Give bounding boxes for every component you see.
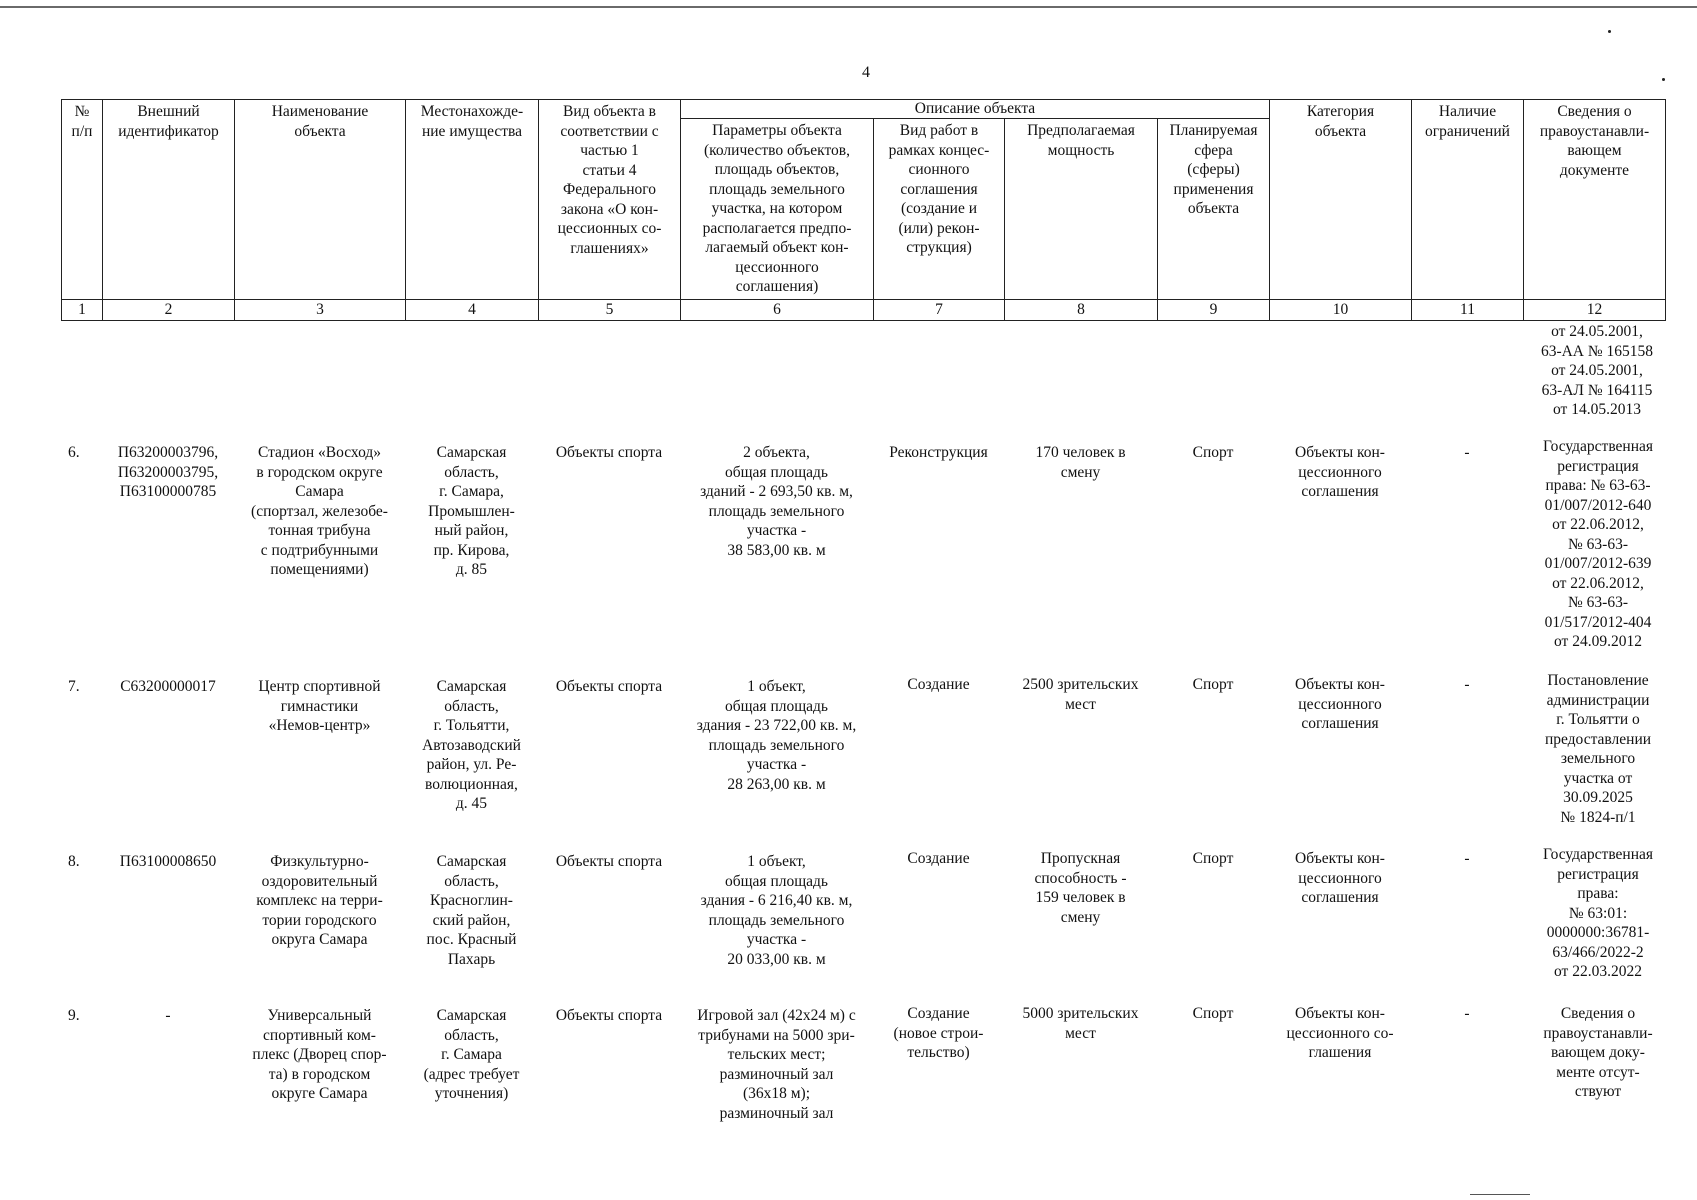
column-number: 7 [874,299,1005,320]
row-external-id: С63200000017 [120,678,216,695]
header-group-description: Описание объекта [681,100,1270,119]
row-object-type: Объекты спорта [555,853,663,870]
column-number: 2 [103,299,235,320]
row-sphere: Спорт [1192,676,1234,693]
row-number: 9. [68,1007,80,1024]
document-continuation: от 24.05.2001, 63-АА № 165158 от 24.05.2001, 63-АЛ № 164115 от 14.05.2013 [1540,323,1654,418]
header-col-capacity: Предполагаемая мощность [1005,119,1158,300]
column-number: 5 [539,299,681,320]
page-number: 4 [862,64,870,81]
row-object-type: Объекты спорта [555,444,663,461]
row-category: Объекты кон- цессионного соглашения [1295,850,1385,906]
column-number: 12 [1524,299,1666,320]
row-external-id: П63200003796, П63200003795, П63100000785 [117,444,219,500]
row-sphere: Спорт [1192,1005,1234,1022]
row-external-id: - [165,1007,171,1024]
header-col-name: Наименование объекта [235,100,406,300]
row-category: Объекты кон- цессионного соглашения [1295,676,1385,732]
row-works: Реконструкция [889,444,988,461]
column-number: 8 [1005,299,1158,320]
column-number: 10 [1270,299,1412,320]
row-document: Государственная регистрация права: № 63:01: 0000000:36781- 63/466/2022-2 от 22.03.2022 [1542,846,1654,980]
row-sphere: Спорт [1192,850,1234,867]
row-capacity: 5000 зрительских мест [1022,1005,1139,1042]
header-col-type: Вид объекта в соответствии с частью 1 статьи 4 Федерального закона «О кон- цессионных со- глашениях» [539,100,681,300]
header-col-restrictions: Наличие ограничений [1412,100,1524,300]
header-col-category: Категория объекта [1270,100,1412,300]
row-number: 6. [68,444,80,461]
row-object-type: Объекты спорта [555,1007,663,1024]
row-location: Самарская область, г. Самара, Промышлен- ный район, пр. Кирова, д. 85 [428,444,515,578]
row-works: Создание [907,676,970,693]
row-restrictions: - [1464,1005,1470,1022]
header-col-works: Вид работ в рамках концес- сионного соглашения (создание и (или) рекон- струкция) [874,119,1005,300]
row-capacity: 170 человек в смену [1035,444,1126,481]
header-col-params: Параметры объекта (количество объектов, площадь объектов, площадь земельного участка, на котором располагается предпо- лагаемый объект кон- цессионного соглашения) [681,119,874,300]
column-number: 1 [62,299,103,320]
row-capacity: 2500 зрительских мест [1022,676,1139,713]
row-location: Самарская область, Красноглин- ский район, пос. Красный Пахарь [426,853,517,968]
row-works: Создание [907,850,970,867]
header-col-num: № п/п [62,100,103,300]
column-number: 3 [235,299,406,320]
row-document: Государственная регистрация права: № 63-63- 01/007/2012-640 от 22.06.2012, № 63-63- 01/007/2012-639 от 22.06.2012, № 63-63- 01/517/2012-404 от 24.09.2012 [1542,438,1654,650]
column-number: 6 [681,299,874,320]
row-external-id: П63100008650 [119,853,217,870]
row-category: Объекты кон- цессионного соглашения [1295,444,1385,500]
row-sphere: Спорт [1192,444,1234,461]
row-parameters: 2 объекта, общая площадь зданий - 2 693,50 кв. м, площадь земельного участка - 38 583,00 кв. м [700,444,853,559]
column-number: 4 [406,299,539,320]
header-col-id: Внешний идентификатор [103,100,235,300]
column-number: 9 [1158,299,1270,320]
column-number: 11 [1412,299,1524,320]
row-location: Самарская область, г. Тольятти, Автозаводский район, ул. Ре- волюционная, д. 45 [422,678,521,812]
row-restrictions: - [1464,850,1470,867]
row-object-name: Универсальный спортивный ком- плекс (Дворец спор- та) в городском округе Самара [252,1007,387,1102]
row-parameters: 1 объект, общая площадь здания - 6 216,40 кв. м, площадь земельного участка - 20 033,00 кв. м [700,853,853,968]
row-works: Создание (новое строи- тельство) [893,1005,984,1061]
row-restrictions: - [1464,444,1470,461]
row-category: Объекты кон- цессионного со- глашения [1286,1005,1394,1061]
row-restrictions: - [1464,676,1470,693]
row-document: Постановление администрации г. Тольятти о предоставлении земельного участка от 30.09.2025 № 1824-п/1 [1544,672,1652,826]
row-document: Сведения о правоустанавли- вающем доку- менте отсут- ствуют [1543,1005,1653,1100]
row-object-name: Физкультурно- оздоровительный комплекс на терри- тории городского округа Самара [256,853,383,948]
row-capacity: Пропускная способность - 159 человек в смену [1034,850,1127,926]
header-col-document: Сведения о правоустанавли- вающем документе [1524,100,1666,300]
row-location: Самарская область, г. Самара (адрес требует уточнения) [423,1007,520,1102]
row-number: 7. [68,678,80,695]
header-col-location: Местонахожде- ние имущества [406,100,539,300]
row-parameters: Игровой зал (42х24 м) с трибунами на 5000 зри- тельских мест; разминочный зал (36х18 м); разминочный зал [697,1007,856,1122]
row-object-type: Объекты спорта [555,678,663,695]
row-object-name: Центр спортивной гимнастики «Немов-центр» [258,678,381,734]
header-col-sphere: Планируемая сфера (сферы) применения объекта [1158,119,1270,300]
row-object-name: Стадион «Восход» в городском округе Самара (спортзал, железобе- тонная трибуна с подтрибунными помещениями) [251,444,388,578]
row-number: 8. [68,853,80,870]
scan-mark-line [1470,1194,1530,1195]
row-parameters: 1 объект, общая площадь здания - 23 722,00 кв. м, площадь земельного участка - 28 263,00 кв. м [696,678,857,793]
